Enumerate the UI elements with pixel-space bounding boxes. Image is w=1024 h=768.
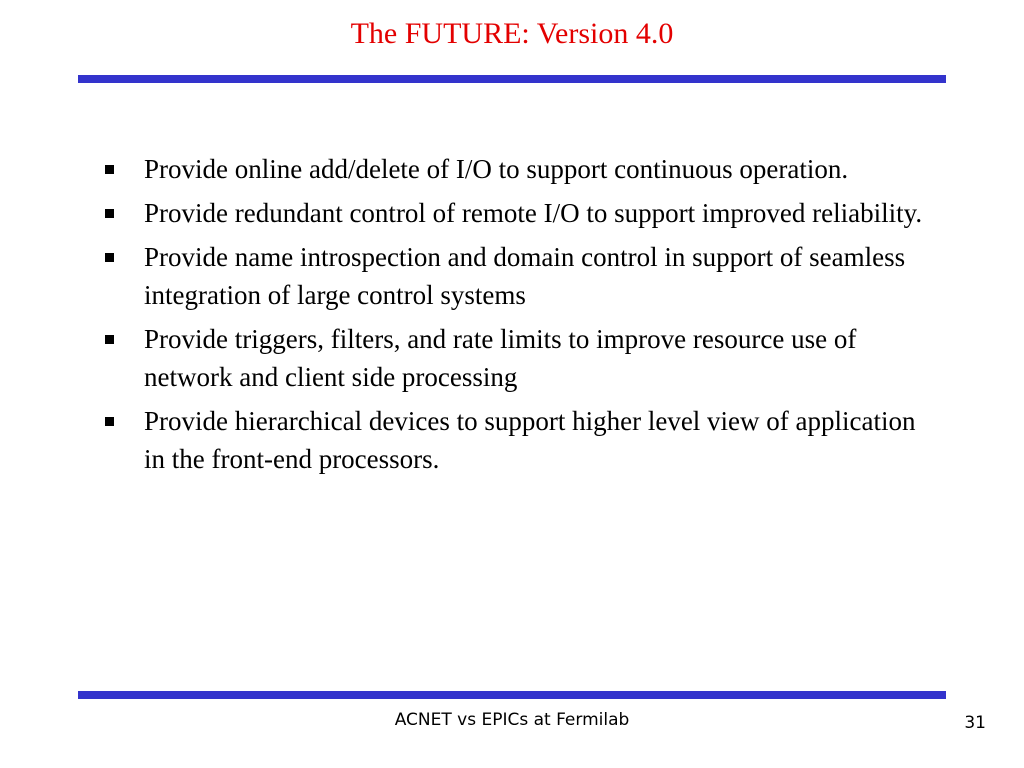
square-bullet-icon bbox=[105, 335, 114, 344]
square-bullet-icon bbox=[105, 209, 114, 218]
slide-title: The FUTURE: Version 4.0 bbox=[350, 17, 674, 50]
square-bullet-icon bbox=[105, 165, 114, 174]
bottom-divider bbox=[78, 691, 946, 699]
bullet-item bbox=[102, 402, 932, 478]
bullet-text: Provide name introspection and domain control in support of seamless integration of large control systems bbox=[144, 242, 906, 310]
bullet-text: Provide triggers, filters, and rate limits to improve resource use of network and client side processing bbox=[144, 324, 857, 392]
bullet-list bbox=[102, 150, 932, 484]
bullet-item bbox=[102, 238, 932, 314]
square-bullet-icon bbox=[105, 253, 114, 262]
bullet-item bbox=[102, 320, 932, 396]
bullet-text: Provide online add/delete of I/O to support continuous operation. bbox=[144, 154, 849, 184]
bullet-item bbox=[102, 194, 932, 232]
bullet-item bbox=[102, 150, 932, 188]
square-bullet-icon bbox=[105, 417, 114, 426]
footer-caption: ACNET vs EPICs at Fermilab bbox=[394, 710, 630, 730]
page-number: 31 bbox=[964, 713, 986, 733]
bullet-text: Provide redundant control of remote I/O to support improved reliability. bbox=[144, 198, 923, 228]
top-divider bbox=[78, 75, 946, 83]
bullet-text: Provide hierarchical devices to support higher level view of application in the front-end processors. bbox=[144, 406, 916, 474]
